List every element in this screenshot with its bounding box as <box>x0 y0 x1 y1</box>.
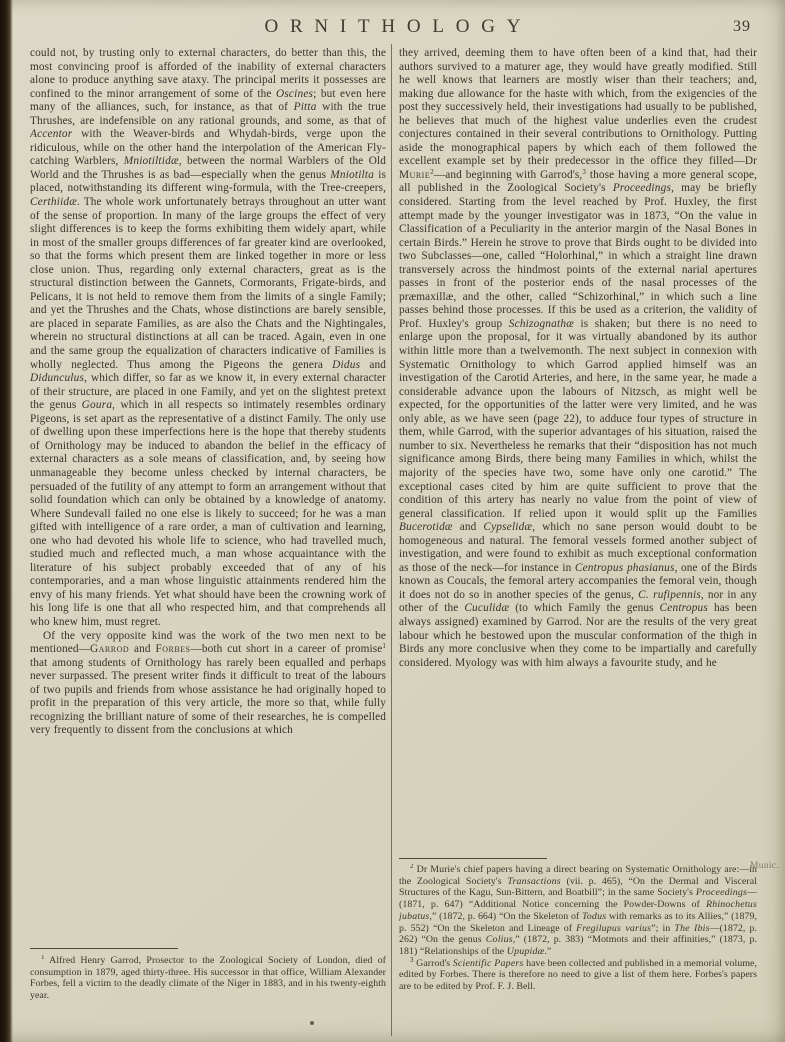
left-footnotes <box>30 955 386 1025</box>
footnote-2: $^2$ Dr Murie's chief papers having a direct bearing on Systematic Ornithology are:—in the Zoological Society's Transactions (vii. p. 465), “On the Dermal and Visceral Structures of the Kagu, Sun-Bittern, and Boatbill”; in the same Society's Proceedings—(1871, p. 647) “Additional Notice concerning the Powder-Downs of Rhinochetus jubatus,” (1872, p. 664) “On the Skeleton of Todus with remarks as to its Allies,” (1879, p. 552) “On the Skeleton and Lineage of Fregilupus varius”; in The Ibis—(1872, p. 262) “On the genus Colius,” (1872, p. 383) “Motmots and their affinities,” (1873, p. 181) “Relationships of the Upupidæ.” <box>399 864 757 957</box>
paragraph-garrod-forbes: Of the very opposite kind was the work of the two men next to be mentioned—Garrod and Forbes—both cut short in a career of promise$^1$ that among students of Ornithology has rarely been equalled and perhaps never surpassed. The present writer finds it difficult to treat of the labours of two pupils and friends from whose assistance he had originally hoped to profit in the preparation of this very article, the more so that, while fully recognizing the brilliant nature of some of their researches, he is compelled very frequently to dissent from the conclusions at which <box>30 629 386 737</box>
running-head <box>0 16 785 42</box>
page-bleed-artifact: Munic. <box>750 861 779 871</box>
left-column <box>30 47 386 943</box>
page-number: 39 <box>733 18 751 35</box>
right-column <box>399 47 757 855</box>
footnote-3: $^3$ Garrod's Scientific Papers have been collected and published in a memorial volume, edited by Forbes. There is therefore no need to give a list of them here. Forbes's papers are to be edited by Prof. F. J. Bell. <box>399 955 757 993</box>
right-footnotes <box>399 864 757 1034</box>
left-footnote-rule <box>30 948 178 949</box>
page-title: ORNITHOLOGY <box>264 16 533 37</box>
column-divider-rule <box>391 44 392 1036</box>
footnote-1: $^1$ Alfred Henry Garrod, Prosector to the Zoological Society of London, died of consumption in 1879, aged thirty-three. His successor in that office, William Alexander Forbes, fell a victim to the deadly climate of the Niger in 1883, and in his twenty-eighth year. <box>30 955 386 1002</box>
printers-mark <box>310 1021 314 1025</box>
paragraph-external-characters: could not, by trusting only to external characters, do better than this, the most convincing proof is afforded of the inability of external characters alone to produce anything save ataxy. The principal merits it possesses are confined to the minor arrangement of some of the Oscines; but even here many of the alliances, such, for instance, as that of Pitta with the true Thrushes, are indefensible on any rational grounds, and some, as that of Accentor with the Weaver-birds and Whydah-birds, verge upon the ridiculous, while on the other hand the interpolation of the American Fly-catching Warblers, Mniotiltidæ, between the normal Warblers of the Old World and the Thrushes is as bad—especially when the genus Mniotilta is placed, notwithstanding its different wing-formula, with the Tree-creepers, Certhiidæ. The whole work unfortunately betrays throughout an utter want of the sense of proportion. In many of the large groups the effect of very slight differences is to keep the forms exhibiting them widely apart, while in most of the smaller groups differences of far greater kind are overlooked, so that the forms which present them are linked together in more or less close union. Thus, regarding only external characters, great as is the structural distinction between the Gannets, Cormorants, Frigate-birds, and Pelicans, it is not held to remove them from the limits of a single Family; and yet the Thrushes and the Chats, whose distinctions are barely sensible, are placed in separate Families, as are also the Chats and the Nightingales, wherein no structural distinctions at all can be traced. Again, even in one and the same group the equalization of characters indicative of Families is wholly neglected. Thus among the Pigeons the genera Didus and Didunculus, which differ, so far as we know it, in every external character of their structure, are placed in one Family, and yet on the slightest pretext the genus Goura, which in all respects so intimately resembles ordinary Pigeons, is set apart as the representative of a distinct Family. The only use of dwelling upon these imperfections here is the hope that thereby students of Ornithology may be induced to abandon the belief in the efficacy of external characters as a sole means of classification, and, by seeing how unmanageable they become unless checked by internal characters, be persuaded of the futility of any attempt to form an arrangement without that solid foundation which can only be obtained by a knowledge of anatomy. Where Sundevall failed no one else is likely to succeed; for he was a man gifted with intelligence of a rare order, a man of cultivation and learning, one who had devoted his whole life to science, who had travelled much, studied much and reflected much, a man whose acquaintance with the literature of his subject probably exceeded that of any of his contemporaries, and a man whose linguistic attainments rendered him the envy of his many friends. Yet what should have been the crowning work of his long life is one that all who respected him, and that comprehends all who knew him, must regret. <box>30 47 386 628</box>
paragraph-garrod-papers: they arrived, deeming them to have often been of a kind that, had their authors survived to a maturer age, they would have greatly modified. Still he well knows that learners are mostly wiser than their teachers; and, making due allowance for the haste with which, from the exigencies of the post they successively held, their investigations had usually to be published, he believes that much of the highest value underlies even the crudest conjectures contained in their several contributions to Ornithology. Putting aside the monographical papers by which each of them followed the excellent example set by their predecessor in the office they filled—Dr Murie$^2$—and beginning with Garrod's,$^3$ those having a more general scope, all published in the Zoological Society's Proceedings, may be briefly considered. Starting from the level reached by Prof. Huxley, the first attempt made by the younger investigator was in 1873, “On the value in Classification of a Peculiarity in the anterior margin of the Nasal Bones in certain Birds.” Herein he strove to prove that Birds ought to be divided into two Subclasses—one, called “Holorhinal,” in which a straight line drawn transversely across the hindmost points of the external narial apertures passes in front of the posterior ends of the nasal processes of the præmaxillæ, and the other, called “Schizorhinal,” in which such a line passes behind those processes. If this be used as a criterion, the validity of Prof. Huxley's group Schizognathæ is shaken; but there is no need to enlarge upon the proposal, for it was virtually abandoned by its author within little more than a twelvemonth. The next subject in connexion with Systematic Ornithology to which Garrod applied himself was an investigation of the Carotid Arteries, and here, in the same year, he made a considerable advance upon the labours of Nitzsch, as might well be expected, for the opportunities of the latter were very limited, and he was only able, as we have seen (page 22), to adduce four types of structure in them, while Garrod, with the superior advantages of his situation, raised the number to six. Nevertheless he remarks that their “disposition has not much significance among Birds, there being many Families in which, whilst the majority of the species have two, some have only one carotid.” The exceptional cases cited by him are quite sufficient to prove that the condition of this artery has nearly no value from the point of view of general classification. If relied upon it would split up the Families Bucerotidæ and Cypselidæ, which no sane person would doubt to be homogeneous and natural. The femoral vessels formed another subject of investigation, and were found to exhibit as much exceptional conformation as those of the neck—for instance in Centropus phasianus, one of the Birds known as Coucals, the femoral artery accompanies the femoral vein, though it does not do so in another species of the genus, C. rufipennis, nor in any other of the Cuculidæ (to which Family the genus Centropus has been always assigned) examined by Garrod. Nor are the results of the very great labour which he bestowed upon the muscular conformation of the thigh in Birds any more conclusive when they come to be impartially and carefully considered. Myology was with him always a favourite study, and he <box>399 47 757 669</box>
book-gutter-edge <box>0 0 13 1042</box>
right-footnote-rule <box>399 858 547 859</box>
